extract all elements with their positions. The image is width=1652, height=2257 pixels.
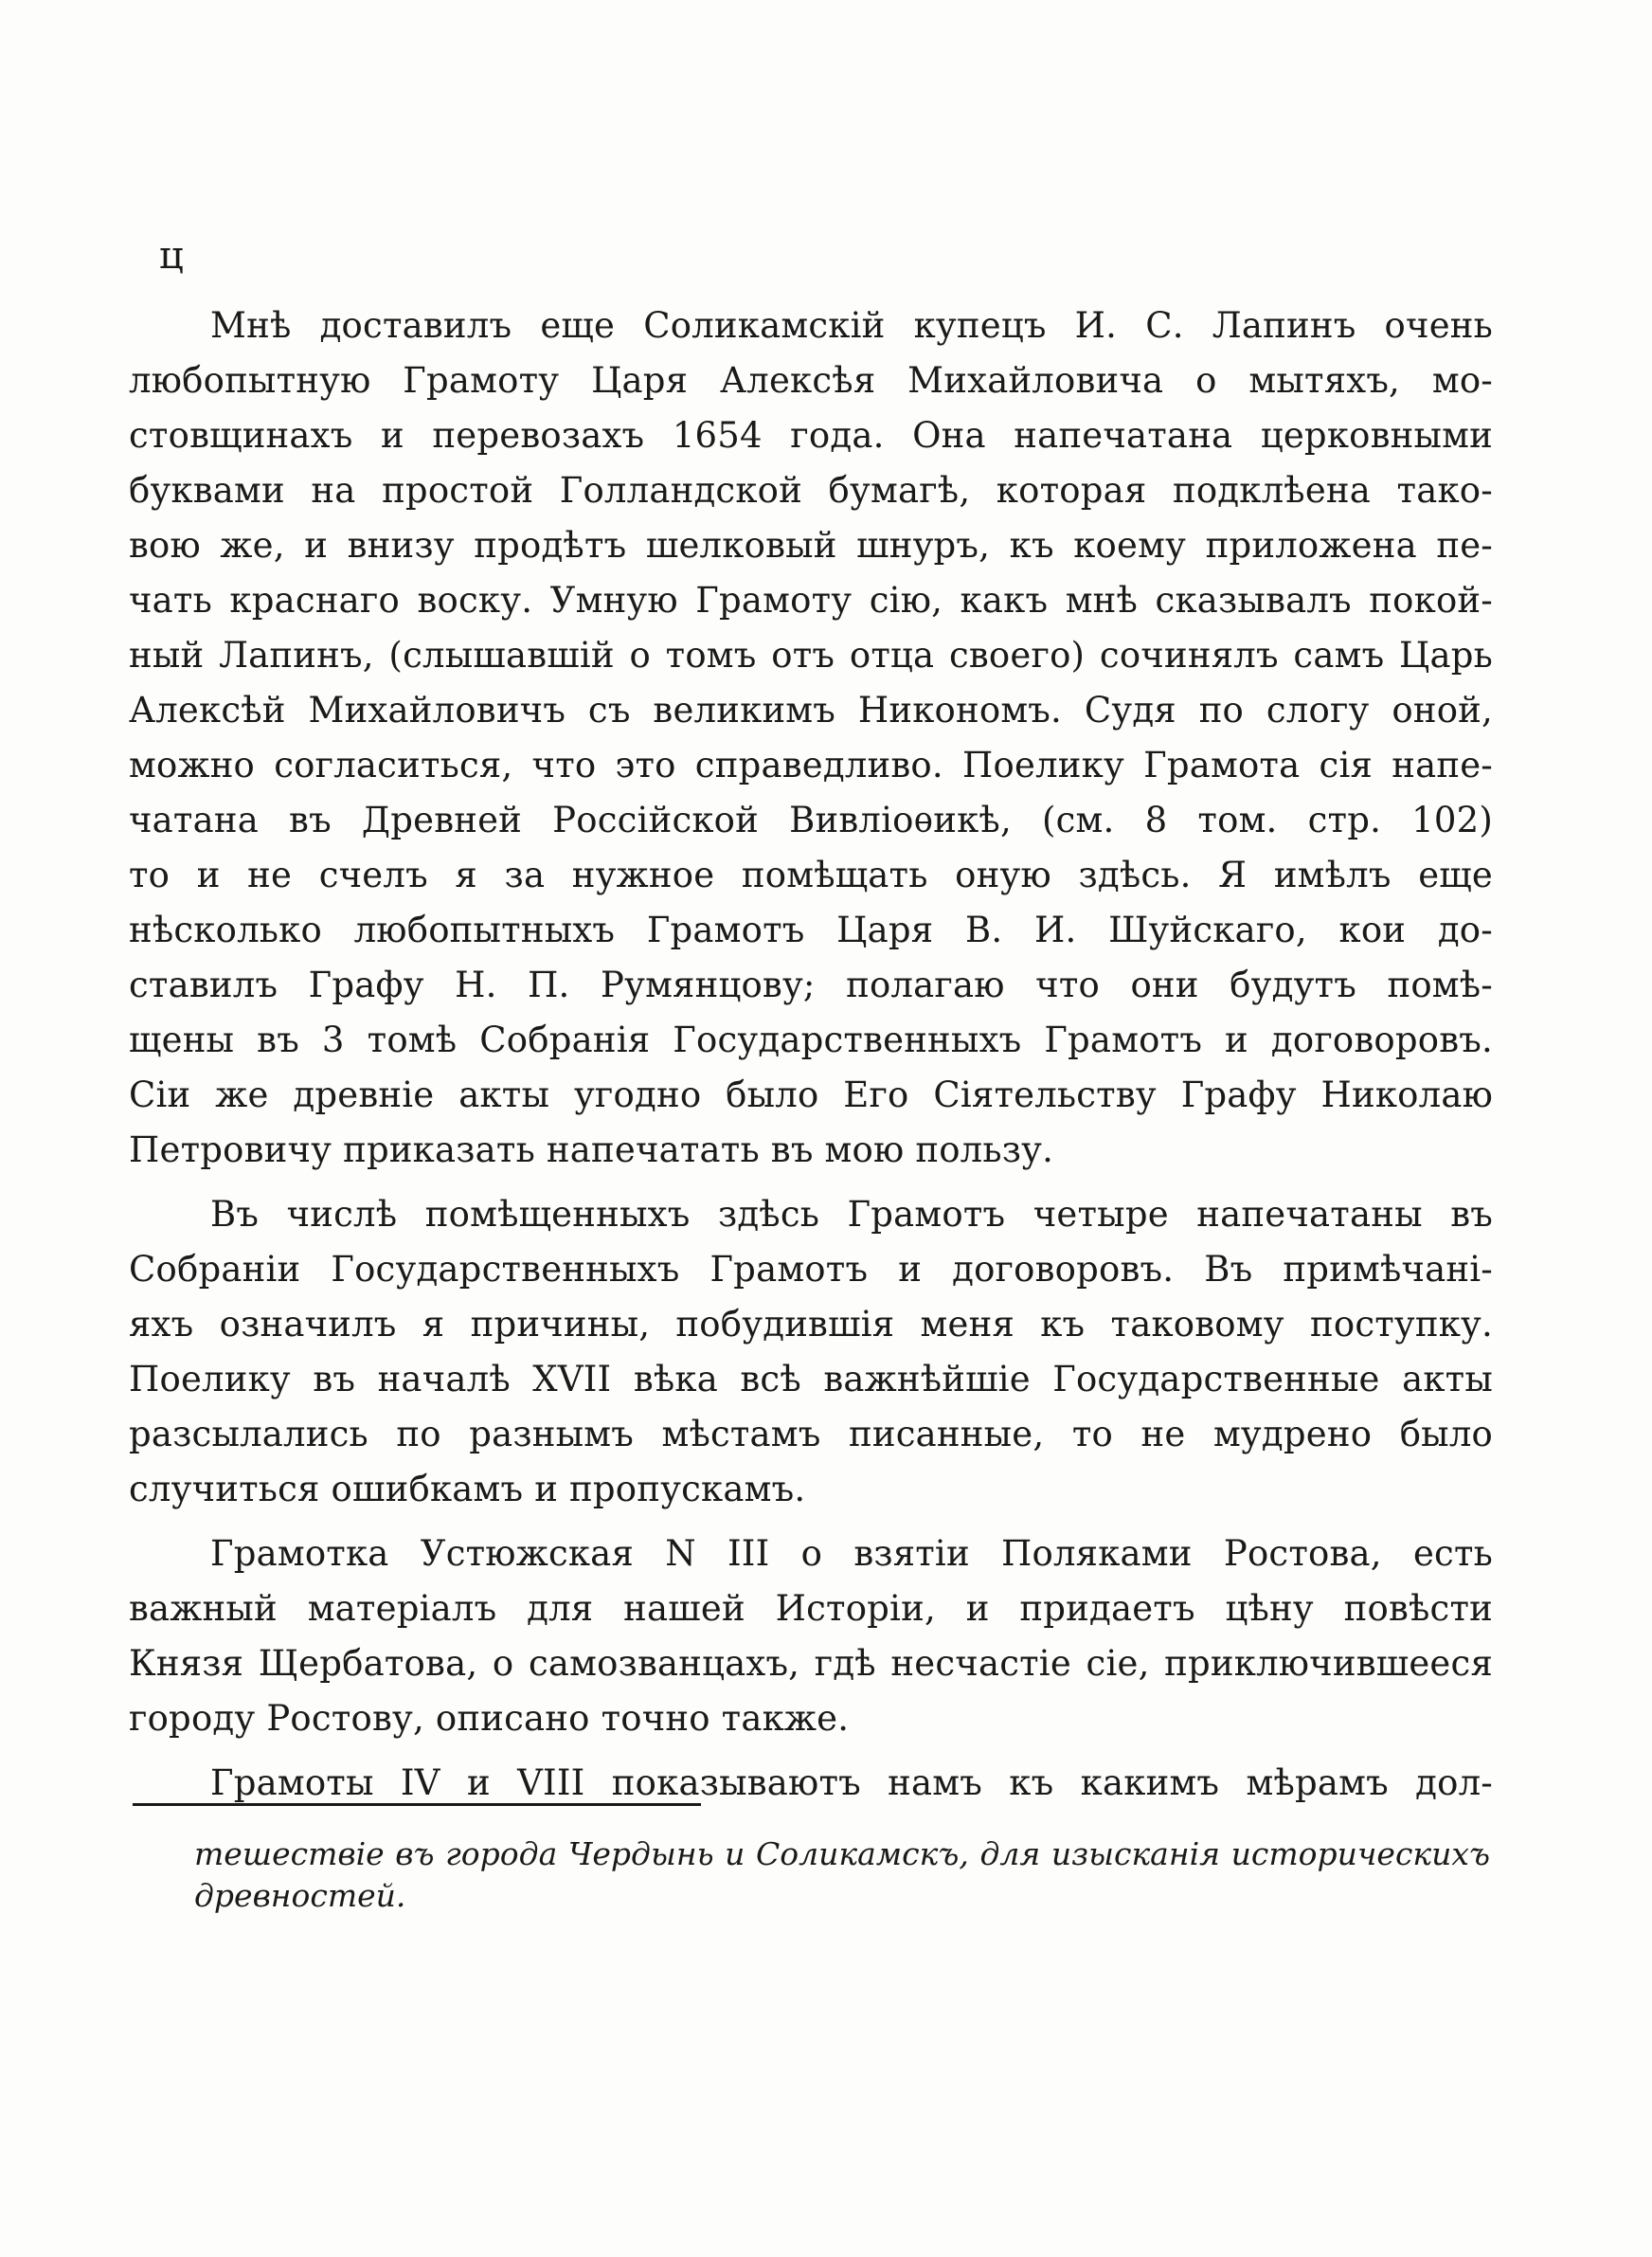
text-line: то и не счелъ я за нужное помѣщать оную здѣсь. Я имѣлъ еще <box>129 855 1493 895</box>
text-line: Поелику въ началѣ XVII вѣка всѣ важнѣйшіе Государственные акты <box>129 1359 1493 1399</box>
body-text <box>129 298 1493 1820</box>
text-line: Сіи же древніе акты угодно было Его Сіятельству Графу Николаю <box>129 1074 1493 1115</box>
text-line: ный Лапинъ, (слышавшій о томъ отъ отца своего) сочинялъ самъ Царь <box>129 635 1493 676</box>
text-line: яхъ означилъ я причины, побудившія меня къ таковому поступку. <box>129 1304 1493 1345</box>
text-line: стовщинахъ и перевозахъ 1654 года. Она напечатана церковными <box>129 415 1493 456</box>
text-line: важный матеріалъ для нашей Исторіи, и придаетъ цѣну повѣсти <box>129 1588 1493 1629</box>
text-line: городу Ростову, описано точно также. <box>129 1698 850 1739</box>
text-line: случиться ошибкамъ и пропускамъ. <box>129 1469 806 1509</box>
text-line: чатана въ Древней Россійской Вивліоѳикѣ, (см. 8 том. стр. 102) <box>129 800 1493 840</box>
text-line: Мнѣ доставилъ еще Соликамскій купецъ И. С. Лапинъ очень <box>210 305 1493 346</box>
paragraph-2 <box>129 1187 1493 1517</box>
text-line: разсылались по разнымъ мѣстамъ писанные, то не мудрено было <box>129 1414 1493 1454</box>
footnote-line: древностей. <box>194 1877 406 1914</box>
text-line: Собраніи Государственныхъ Грамотъ и договоровъ. Въ примѣчані- <box>129 1249 1493 1290</box>
text-line: можно согласиться, что это справедливо. Поелику Грамота сія напе- <box>129 745 1493 785</box>
text-line: чать краснаго воску. Умную Грамоту сію, какъ мнѣ сказывалъ покой- <box>129 580 1493 621</box>
paragraph-3 <box>129 1526 1493 1746</box>
footnote-line: тешествіе въ города Чердынь и Соликамскъ, для изысканія историческихъ <box>194 1835 1490 1872</box>
text-line: щены въ 3 томѣ Собранія Государственныхъ Грамотъ и договоровъ. <box>129 1020 1493 1060</box>
paragraph-1 <box>129 298 1493 1178</box>
text-line: Грамотка Устюжская N III о взятіи Поляками Ростова, есть <box>210 1533 1493 1574</box>
text-line: Алексѣй Михайловичъ съ великимъ Никономъ. Судя по слогу оной, <box>129 690 1493 731</box>
text-line: буквами на простой Голландской бумагѣ, которая подклѣена тако- <box>129 470 1493 511</box>
page-number: ц <box>159 234 184 278</box>
text-line: Князя Щербатова, о самозванцахъ, гдѣ несчастіе сіе, приключившееся <box>129 1643 1493 1684</box>
text-line: ставилъ Графу Н. П. Румянцову; полагаю что они будутъ помѣ- <box>129 965 1493 1005</box>
text-line: любопытную Грамоту Царя Алексѣя Михайловича о мытяхъ, мо- <box>129 360 1493 401</box>
footnote-divider <box>133 1803 701 1806</box>
text-line: Въ числѣ помѣщенныхъ здѣсь Грамотъ четыре напечатаны въ <box>210 1194 1493 1235</box>
text-line: нѣсколько любопытныхъ Грамотъ Царя В. И. Шуйскаго, кои до- <box>129 910 1493 950</box>
text-line: вою же, и внизу продѣтъ шелковый шнуръ, къ коему приложена пе- <box>129 525 1493 566</box>
text-line: Петровичу приказать напечатать въ мою пользу. <box>129 1129 1054 1170</box>
footnote <box>194 1833 1490 1917</box>
text-line: Грамоты IV и VIII показываютъ намъ къ какимъ мѣрамъ дол- <box>210 1762 1493 1803</box>
